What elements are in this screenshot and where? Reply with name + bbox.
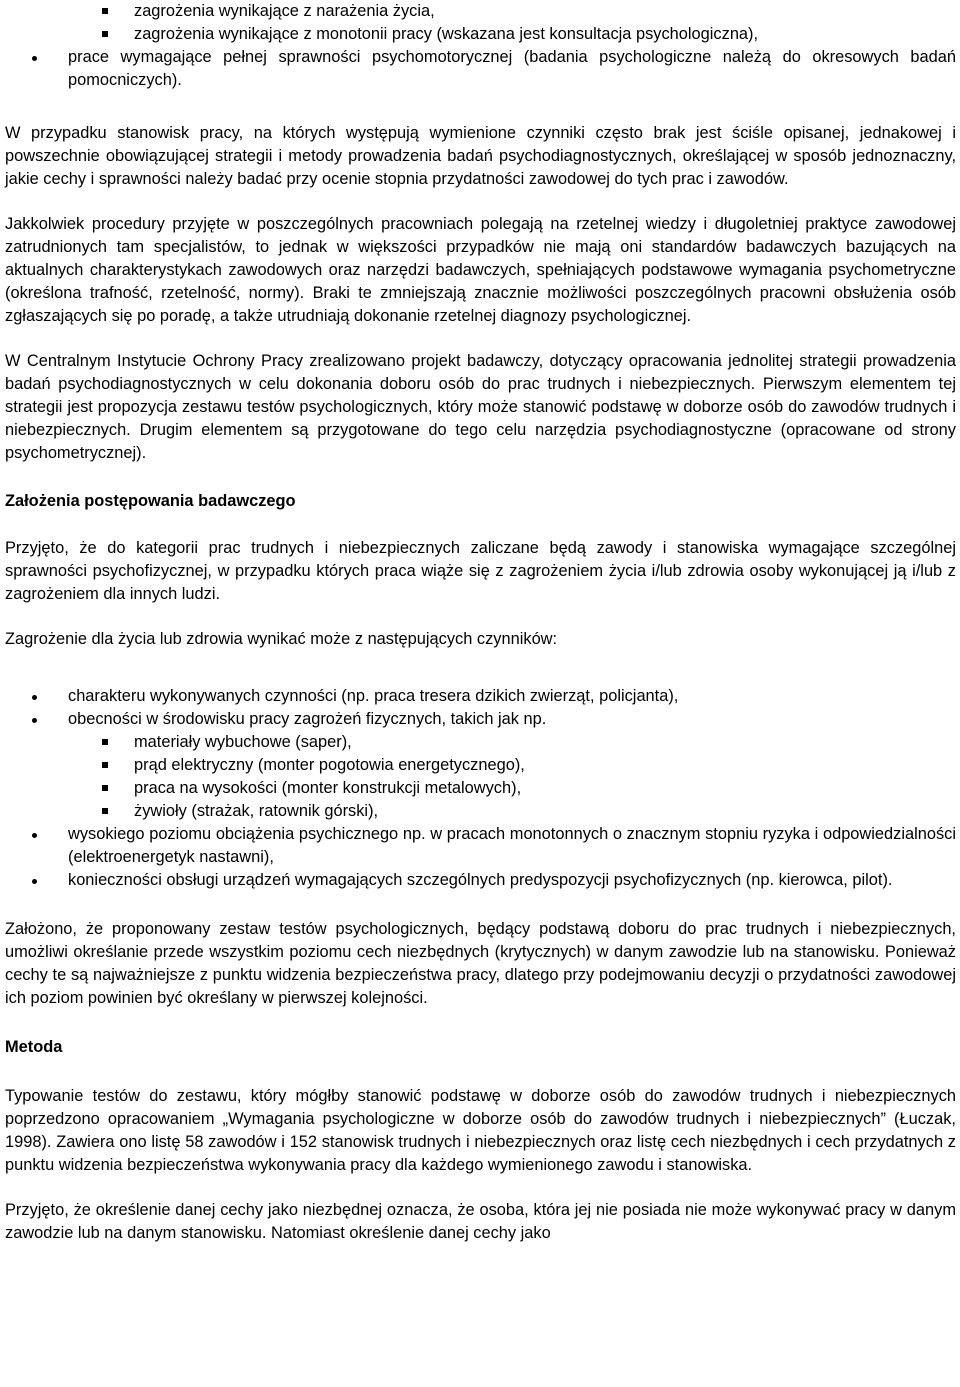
section-heading: Założenia postępowania badawczego bbox=[5, 492, 296, 510]
paragraph: Przyjęto, że do kategorii prac trudnych i niebezpiecznych zaliczane będą zawody i stanowiska wymagające szczególnej sprawności psychofizycznej, w przypadku których praca wiąże się z zagrożeniem życia i/lub zdrowia osoby wykonującej ją i/lub z zagrożeniem dla innych ludzi. bbox=[5, 539, 956, 603]
paragraph: Typowanie testów do zestawu, który mógłby stanowić podstawę w doborze osób do zawodów trudnych i niebezpiecznych poprzedzono opracowaniem „Wymagania psychologiczne w doborze osób do zawodów trudnych i niebezpiecznych” (Łuczak, 1998). Zawiera ono listę 58 zawodów i 152 stanowisk trudnych i niebezpiecznych oraz listę cech niezbędnych i cech przydatnych z punktu widzenia bezpieczeństwa wykonywania pracy dla każdego wymienionego zawodu i stanowiska. bbox=[5, 1087, 956, 1174]
factors-list bbox=[5, 685, 956, 892]
list-item: prace wymagające pełnej sprawności psychomotorycznej (badania psychologiczne należą do okresowych badań pomocniczych). bbox=[5, 46, 956, 92]
sub-list-item: prąd elektryczny (monter pogotowia energetycznego), bbox=[5, 754, 956, 777]
list-item: zagrożenia wynikające z narażenia życia, bbox=[5, 0, 956, 23]
sub-list-item: materiały wybuchowe (saper), bbox=[5, 731, 956, 754]
paragraph: W przypadku stanowisk pracy, na których występują wymienione czynniki często brak jest ściśle opisanej, jednakowej i powszechnie obowiązującej strategii i metody prowadzenia badań psychodiagnostycznych, określającej w sposób jednoznaczny, jakie cechy i sprawności należy badać przy ocenie stopnia przydatności zawodowej do tych prac i zawodów. bbox=[5, 124, 956, 188]
paragraph: Zagrożenie dla życia lub zdrowia wynikać może z następujących czynników: bbox=[5, 630, 558, 648]
paragraph: Założono, że proponowany zestaw testów psychologicznych, będący podstawą doboru do prac trudnych i niebezpiecznych, umożliwi określanie przede wszystkim poziomu cech niezbędnych (krytycznych) w danym zawodzie lub na stanowisku. Ponieważ cechy te są najważniejsze z punktu widzenia bezpieczeństwa pracy, dlatego przy podejmowaniu decyzji o przydatności zawodowej ich poziom powinien być określany w pierwszej kolejności. bbox=[5, 920, 956, 1007]
paragraph: Przyjęto, że określenie danej cechy jako niezbędnej oznacza, że osoba, która jej nie posiada nie może wykonywać pracy w danym zawodzie lub na danym stanowisku. Natomiast określenie danej cechy jako bbox=[5, 1201, 956, 1242]
list-item: konieczności obsługi urządzeń wymagających szczególnych predyspozycji psychofizycznych (np. kierowca, pilot). bbox=[5, 869, 956, 892]
document-page bbox=[5, 0, 956, 1245]
top-bullet-list bbox=[5, 0, 956, 92]
list-item: obecności w środowisku pracy zagrożeń fizycznych, takich jak np. bbox=[5, 708, 956, 731]
section-heading: Metoda bbox=[5, 1038, 63, 1056]
list-item: zagrożenia wynikające z monotonii pracy (wskazana jest konsultacja psychologiczna), bbox=[5, 23, 956, 46]
paragraph: Jakkolwiek procedury przyjęte w poszczególnych pracowniach polegają na rzetelnej wiedzy i długoletniej praktyce zawodowej zatrudnionych tam specjalistów, to jednak w większości przypadków nie mają oni standardów badawczych bazujących na aktualnych charakterystykach zawodowych oraz narzędzi badawczych, spełniających podstawowe wymagania psychometryczne (określona trafność, rzetelność, normy). Braki te zmniejszają znacznie możliwości poszczególnych pracowni obsłużenia osób zgłaszających się po poradę, a także utrudniają dokonanie rzetelnej diagnozy psychologicznej. bbox=[5, 215, 956, 325]
list-item: charakteru wykonywanych czynności (np. praca tresera dzikich zwierząt, policjanta), bbox=[5, 685, 956, 708]
sub-list-item: praca na wysokości (monter konstrukcji metalowych), bbox=[5, 777, 956, 800]
list-item: wysokiego poziomu obciążenia psychicznego np. w pracach monotonnych o znacznym stopniu ryzyka i odpowiedzialności (elektroenergetyk nastawni), bbox=[5, 823, 956, 869]
paragraph: W Centralnym Instytucie Ochrony Pracy zrealizowano projekt badawczy, dotyczący opracowania jednolitej strategii prowadzenia badań psychodiagnostycznych w celu dokonania doboru osób do prac trudnych i niebezpiecznych. Pierwszym elementem tej strategii jest propozycja zestawu testów psychologicznych, który może stanowić podstawę w doborze osób do zawodów trudnych i niebezpiecznych. Drugim elementem są przygotowane do tego celu narzędzia psychodiagnostyczne (opracowane od strony psychometrycznej). bbox=[5, 352, 956, 462]
sub-list-item: żywioły (strażak, ratownik górski), bbox=[5, 800, 956, 823]
